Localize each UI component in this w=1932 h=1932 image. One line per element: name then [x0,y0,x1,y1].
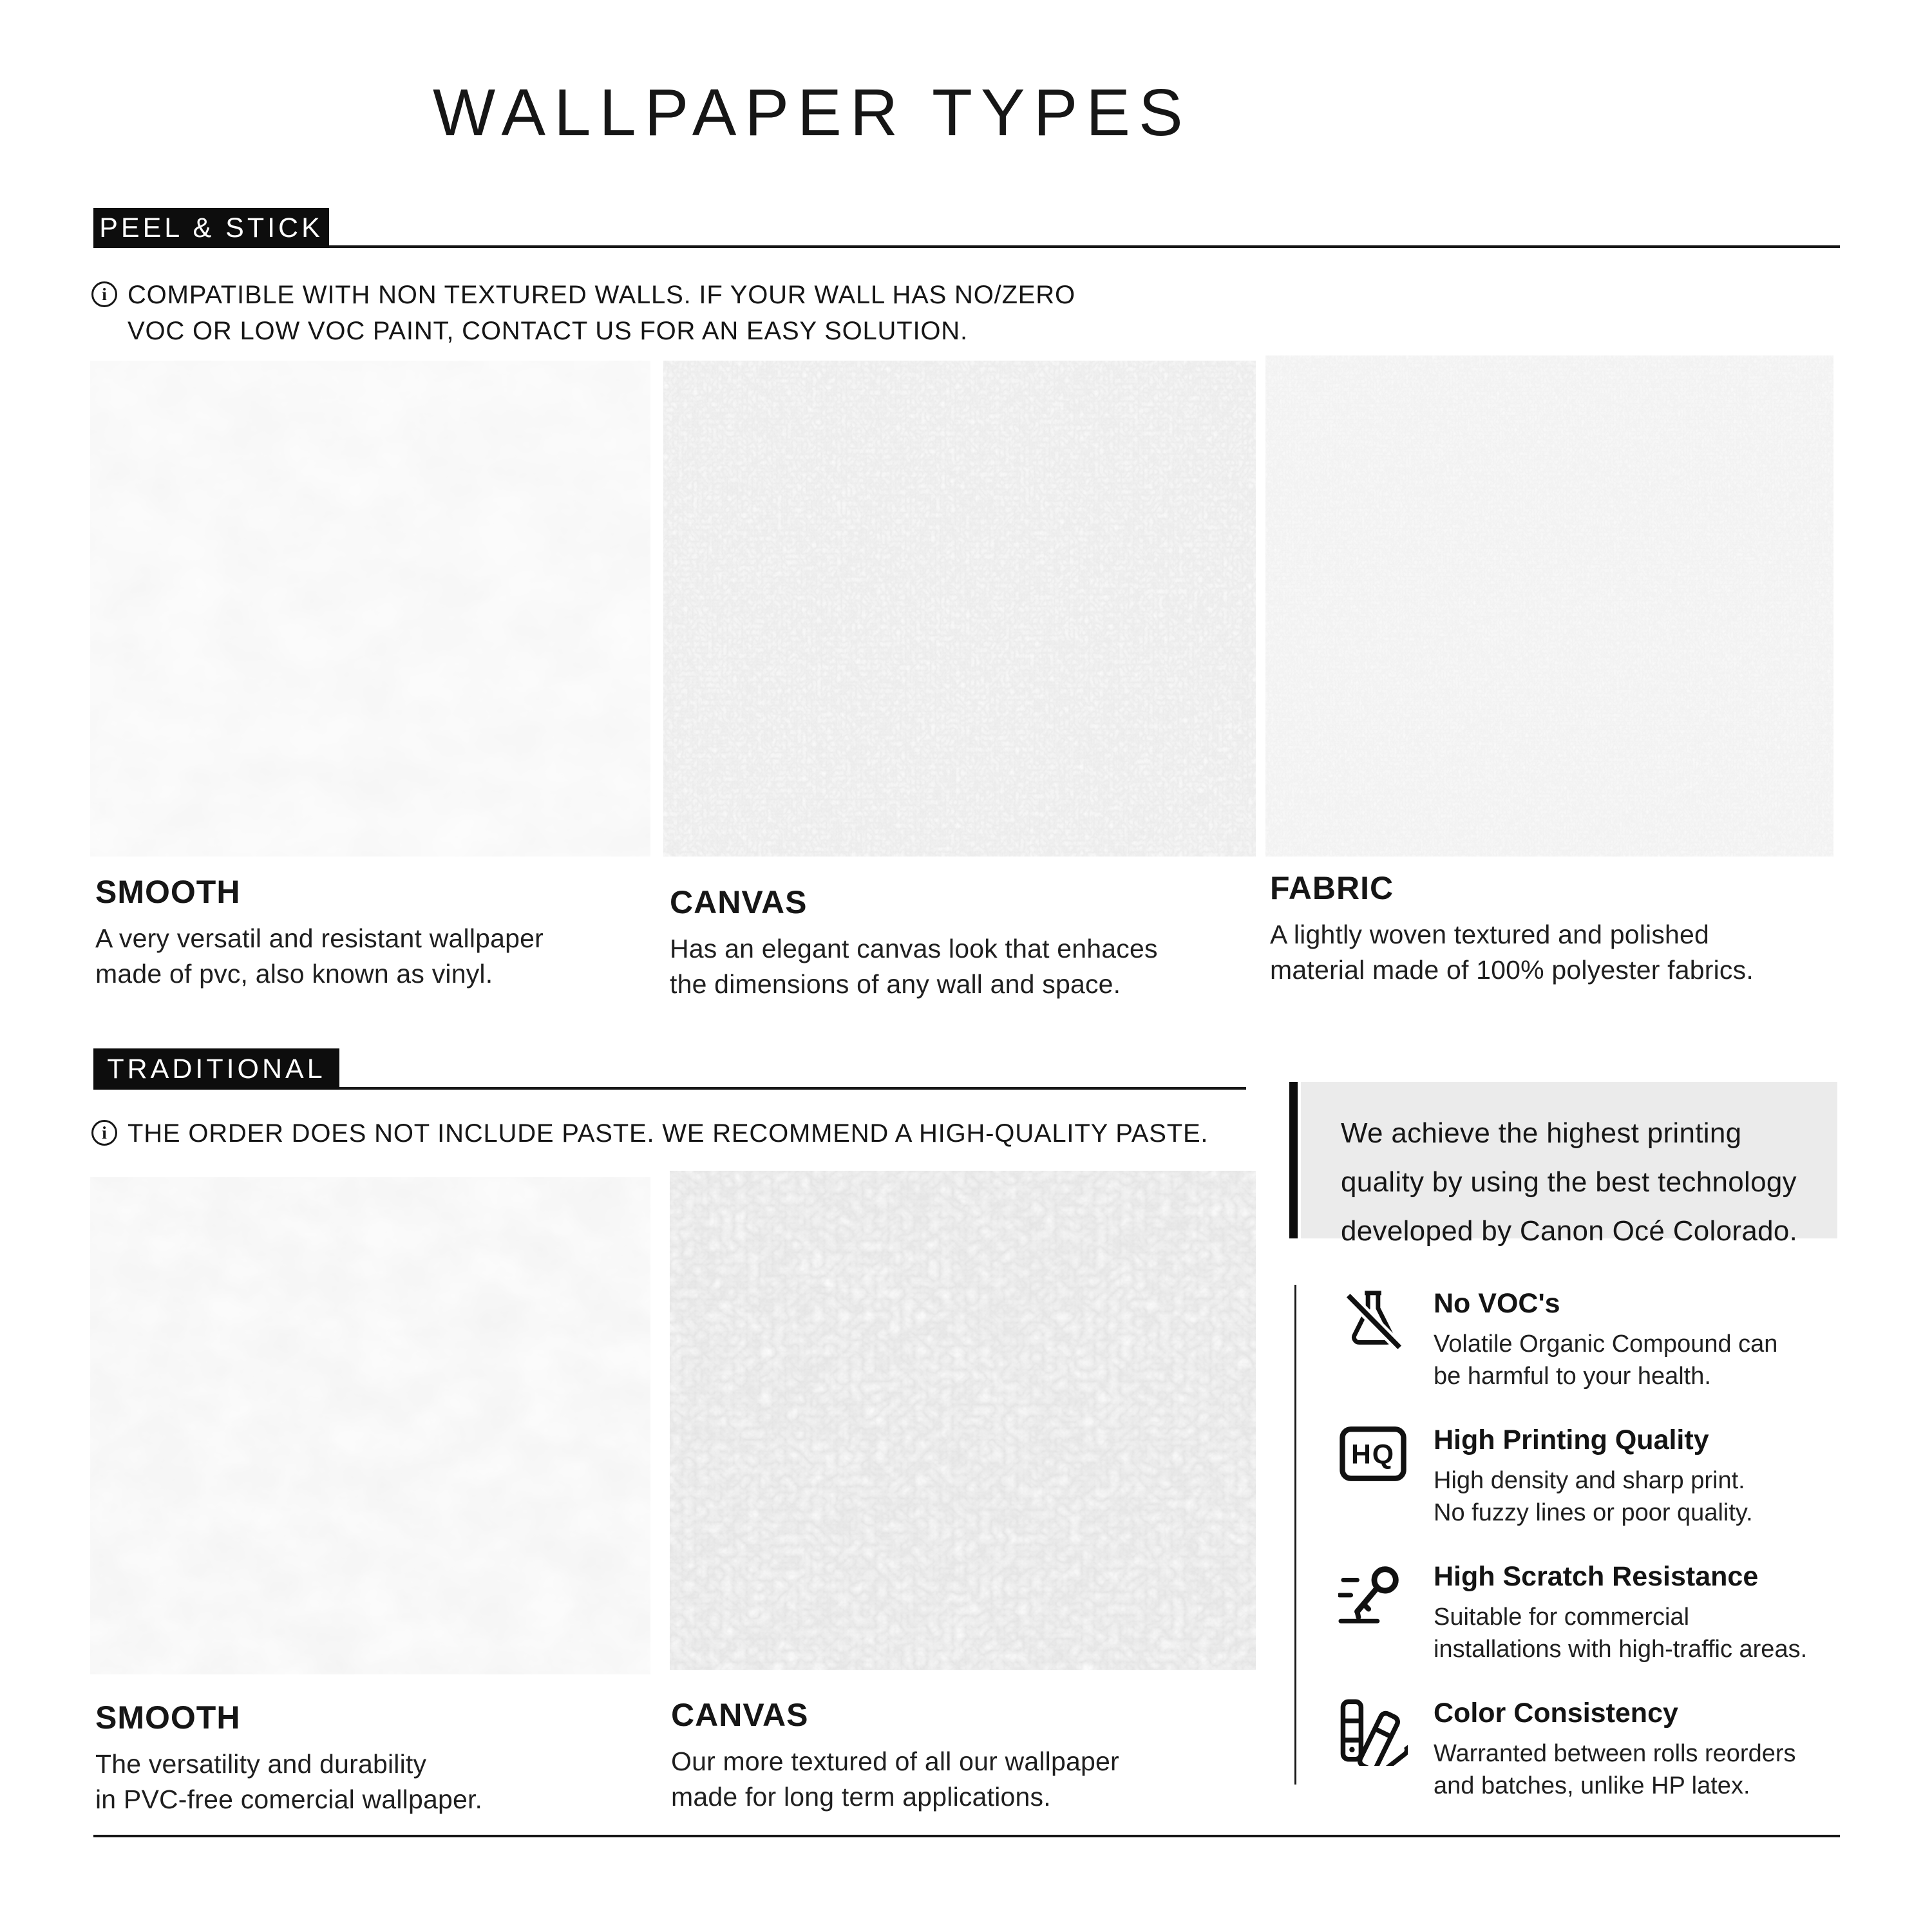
texture-name-canvas-traditional: CANVAS [671,1697,809,1733]
section-badge-peel-and-stick: PEEL & STICK [93,208,329,248]
fabric-texture-image [1265,355,1833,857]
info-icon: i [91,281,117,307]
section-rule-peel-and-stick [93,245,1840,248]
color-swatches-icon [1338,1696,1408,1766]
canvas-texture-image-traditional [670,1171,1256,1670]
texture-description-canvas-traditional: Our more textured of all our wallpaper made for long term applications. [671,1747,1119,1812]
quote-accent-bar [1289,1082,1298,1238]
smooth-texture-image [90,361,650,857]
smooth-texture-image-traditional [90,1177,650,1674]
feature-title-no-vocs: No VOC's [1434,1288,1560,1319]
bottom-rule [93,1835,1840,1837]
canvas-texture-image [663,361,1256,857]
texture-description-smooth: A very versatil and resistant wallpaper made of pvc, also known as vinyl. [95,923,544,989]
texture-description-canvas: Has an elegant canvas look that enhaces the dimensions of any wall and space. [670,934,1158,999]
feature-description-color-consistency: Warranted between rolls reorders and batches, unlike HP latex. [1434,1740,1796,1799]
hq-badge-icon [1338,1423,1408,1493]
flask-crossed-icon [1338,1287,1408,1356]
feature-title-high-scratch-resistance: High Scratch Resistance [1434,1561,1759,1592]
features-divider-line [1294,1285,1296,1785]
feature-description-no-vocs: Volatile Organic Compound can be harmful to your health. [1434,1331,1778,1390]
feature-description-high-printing-quality: High density and sharp print. No fuzzy lines or poor quality. [1434,1467,1753,1526]
key-icon [1338,1558,1408,1628]
texture-name-smooth-traditional: SMOOTH [95,1700,241,1736]
texture-name-smooth: SMOOTH [95,874,241,910]
texture-description-smooth-traditional: The versatility and durability in PVC-free comercial wallpaper. [95,1749,483,1814]
traditional-info-note: i THE ORDER DOES NOT INCLUDE PASTE. WE RECOMMEND A HIGH-QUALITY PASTE. [91,1115,1208,1151]
svg-text:HQ: HQ [1351,1439,1395,1470]
peel-stick-info-note [91,277,1075,349]
texture-name-canvas: CANVAS [670,884,808,920]
peel-stick-info-text: COMPATIBLE WITH NON TEXTURED WALLS. IF YOUR WALL HAS NO/ZERO VOC OR LOW VOC PAINT, CONTACT US FOR AN EASY SOLUTION. [128,281,1075,345]
feature-description-high-scratch-resistance: Suitable for commercial installations with high-traffic areas. [1434,1604,1808,1663]
texture-name-fabric: FABRIC [1270,870,1394,906]
feature-title-high-printing-quality: High Printing Quality [1434,1425,1709,1455]
section-badge-traditional: TRADITIONAL [93,1048,339,1090]
page-title: WALLPAPER TYPES [433,75,1191,149]
texture-description-fabric: A lightly woven textured and polished material made of 100% polyester fabrics. [1270,920,1754,985]
quote-text: We achieve the highest printing quality by using the best technology developed by Canon Océ Colorado. [1341,1117,1798,1247]
info-icon: i [91,1120,117,1146]
feature-title-color-consistency: Color Consistency [1434,1698,1678,1728]
